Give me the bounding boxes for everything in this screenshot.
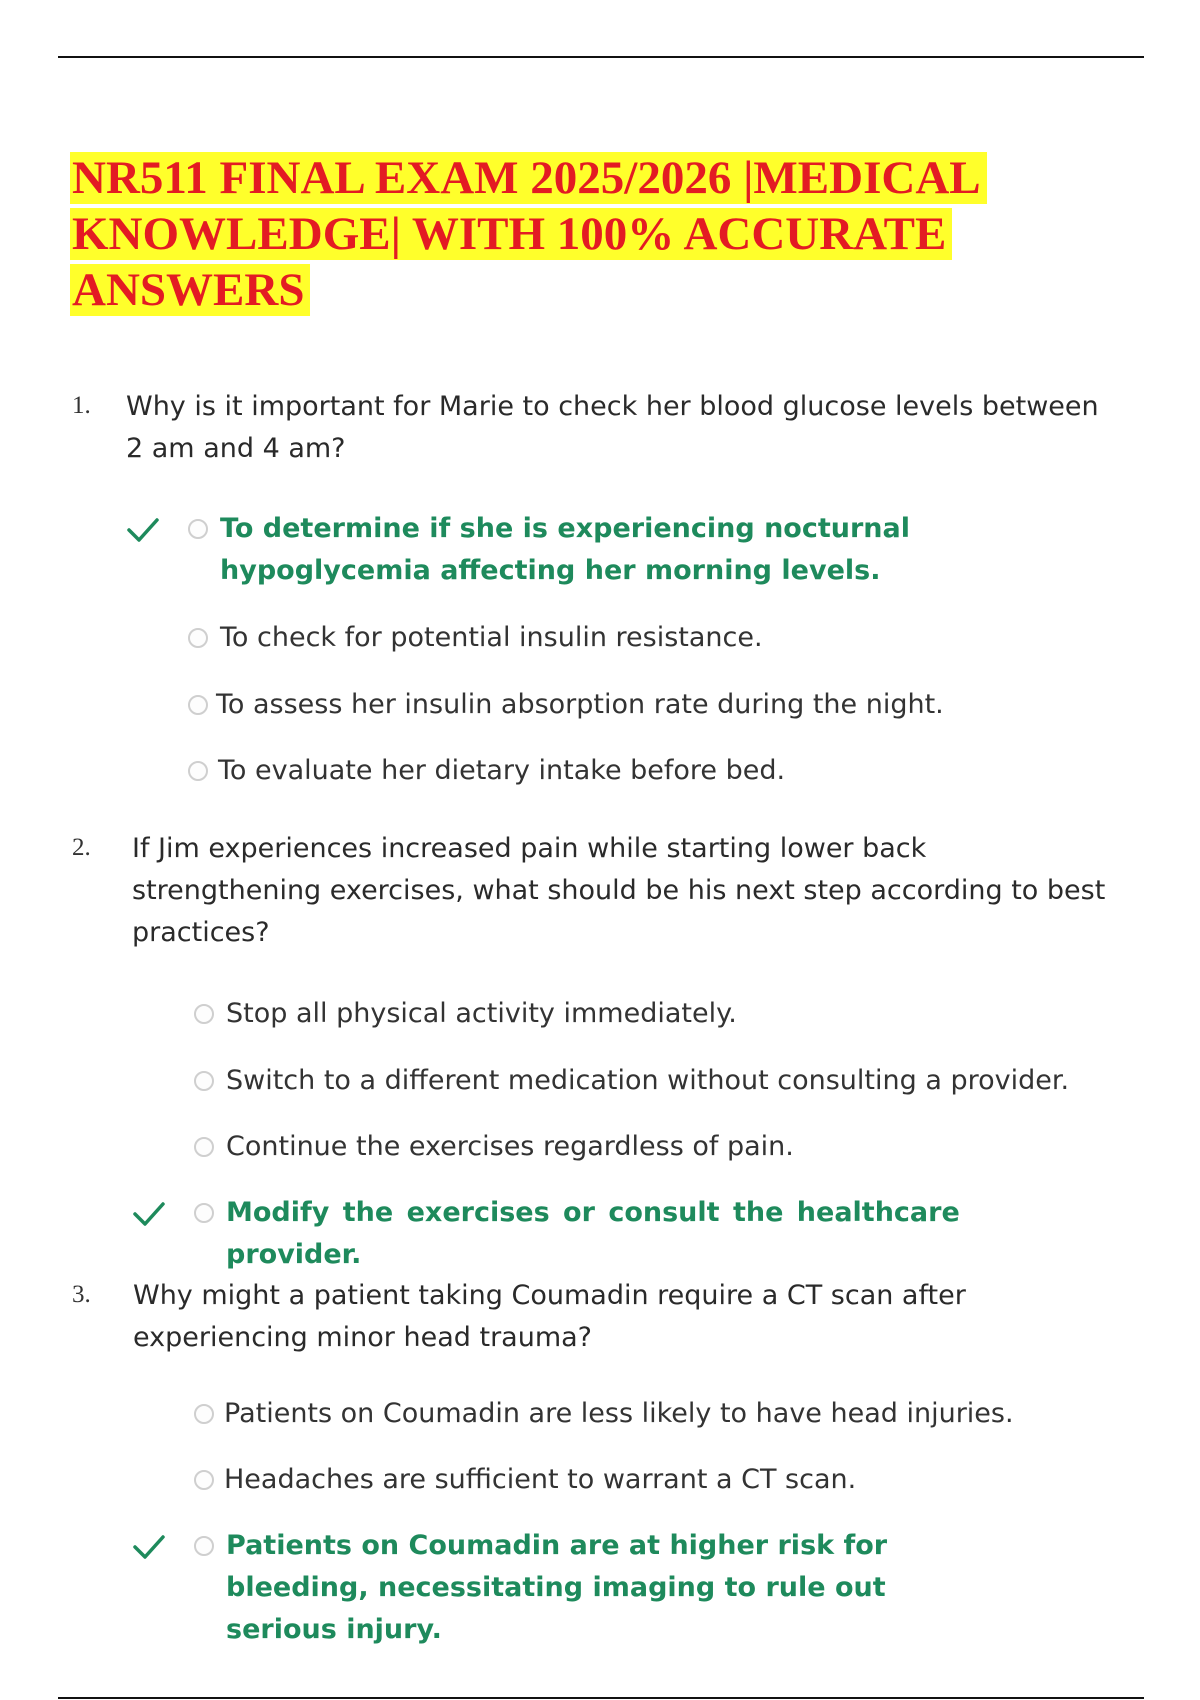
top-rule <box>58 56 1144 58</box>
answer-option-text: Patients on Coumadin are less likely to have head injuries. <box>224 1398 1014 1429</box>
radio-icon[interactable] <box>188 519 208 539</box>
radio-icon[interactable] <box>194 1203 214 1223</box>
radio-icon[interactable] <box>194 1004 214 1024</box>
radio-icon[interactable] <box>188 695 208 715</box>
question-number: 3. <box>72 1281 91 1308</box>
question-text: Why is it important for Marie to check her blood glucose levels between 2 am and 4 am? <box>126 391 1099 464</box>
question-number: 2. <box>72 834 91 861</box>
answer-option-text: Modify the exercises or consult the healthcare provider. <box>226 1197 960 1270</box>
check-icon <box>132 1199 166 1229</box>
check-icon <box>132 1532 166 1562</box>
answer-option-text: Patients on Coumadin are at higher risk for bleeding, necessitating imaging to rule out serious injury. <box>226 1530 888 1645</box>
radio-icon[interactable] <box>188 628 208 648</box>
answer-option-text: Headaches are sufficient to warrant a CT scan. <box>224 1464 857 1495</box>
check-icon <box>126 515 160 545</box>
answer-option-text: Switch to a different medication without consulting a provider. <box>226 1065 1070 1096</box>
answer-option-text: Continue the exercises regardless of pain. <box>226 1131 794 1162</box>
answer-option-text: To check for potential insulin resistance. <box>220 622 763 653</box>
radio-icon[interactable] <box>194 1470 214 1490</box>
question-number: 1. <box>72 392 91 419</box>
title-text: NR511 FINAL EXAM 2025/2026 |MEDICAL KNOWLEDGE| WITH 100% ACCURATE ANSWERS <box>70 152 987 316</box>
radio-icon[interactable] <box>188 761 208 781</box>
bottom-rule <box>58 1697 1144 1699</box>
answer-option-text: To assess her insulin absorption rate during the night. <box>216 689 944 720</box>
radio-icon[interactable] <box>194 1071 214 1091</box>
radio-icon[interactable] <box>194 1137 214 1157</box>
answer-option-text: Stop all physical activity immediately. <box>226 998 737 1029</box>
document-title <box>70 150 1150 318</box>
question-text: If Jim experiences increased pain while starting lower back strengthening exercises, what should be his next step according to best practices? <box>132 833 1106 948</box>
answer-option-text: To determine if she is experiencing nocturnal hypoglycemia affecting her morning levels. <box>220 513 911 586</box>
radio-icon[interactable] <box>194 1536 214 1556</box>
question-text: Why might a patient taking Coumadin require a CT scan after experiencing minor head trauma? <box>133 1280 966 1353</box>
answer-option-text: To evaluate her dietary intake before bed. <box>218 755 786 786</box>
radio-icon[interactable] <box>194 1404 214 1424</box>
